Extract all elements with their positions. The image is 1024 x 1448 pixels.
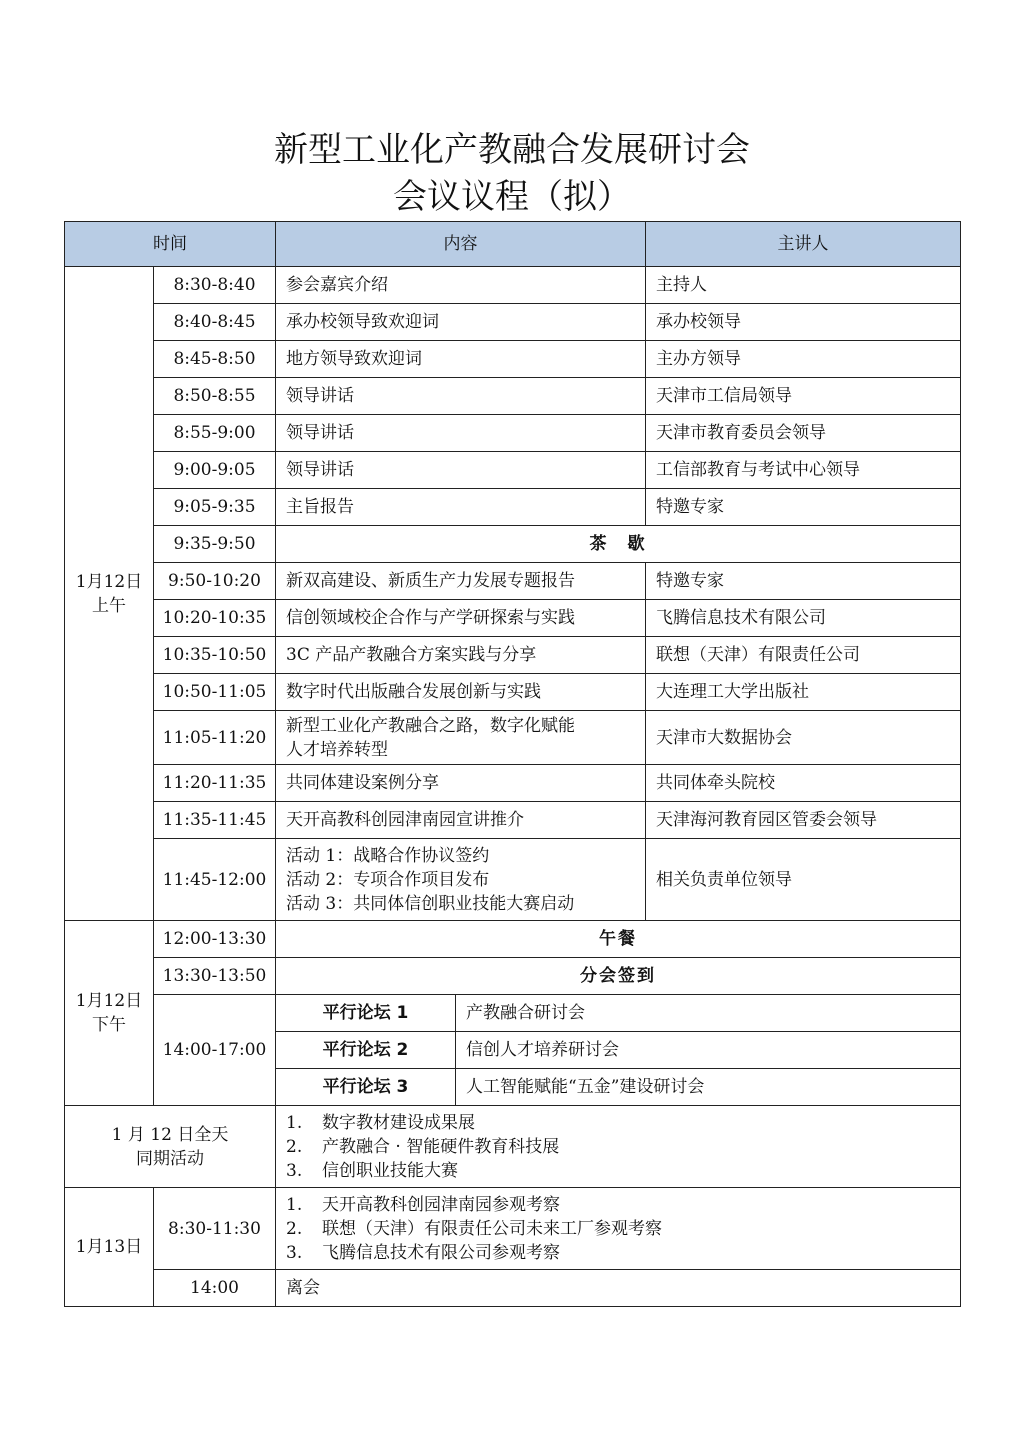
time-cell: 11:35-11:45 [154, 802, 276, 839]
list-item: 3. 飞腾信息技术有限公司参观考察 [286, 1242, 560, 1263]
day-cell-afternoon: 1月12日 下午 [65, 921, 154, 1106]
content-cell: 信创领域校企合作与产学研探索与实践 [276, 600, 646, 637]
activities-list [276, 839, 646, 921]
speaker-cell: 特邀专家 [646, 563, 961, 600]
table-row-visit [65, 1188, 961, 1270]
time-cell: 11:05-11:20 [154, 711, 276, 765]
time-cell: 14:00-17:00 [154, 995, 276, 1106]
time-cell: 9:50-10:20 [154, 563, 276, 600]
time-cell: 11:20-11:35 [154, 765, 276, 802]
page-title: 新型工业化产教融合发展研讨会 [274, 130, 750, 170]
header-time: 时间 [65, 222, 276, 267]
time-cell: 8:30-8:40 [154, 267, 276, 304]
day-cell-13: 1月13日 [65, 1188, 154, 1307]
table-row [65, 452, 961, 489]
allday-list [276, 1106, 961, 1188]
time-cell: 8:55-9:00 [154, 415, 276, 452]
content-cell: 地方领导致欢迎词 [276, 341, 646, 378]
header-content: 内容 [276, 222, 646, 267]
forum-topic: 人工智能赋能“五金”建设研讨会 [456, 1069, 961, 1106]
content-cell: 领导讲话 [276, 378, 646, 415]
time-cell: 8:30-11:30 [154, 1188, 276, 1270]
speaker-cell: 工信部教育与考试中心领导 [646, 452, 961, 489]
table-row-lunch [65, 921, 961, 958]
content-cell: 参会嘉宾介绍 [276, 267, 646, 304]
speaker-cell: 主持人 [646, 267, 961, 304]
forum-name: 平行论坛 2 [276, 1032, 456, 1069]
forum-topic: 信创人才培养研讨会 [456, 1032, 961, 1069]
table-row [65, 637, 961, 674]
table-row [65, 600, 961, 637]
end-label: 离会 [276, 1270, 961, 1307]
content-cell: 3C 产品产教融合方案实践与分享 [276, 637, 646, 674]
day-cell-morning: 1月12日 上午 [65, 267, 154, 921]
page-subtitle: 会议议程（拟） [393, 177, 631, 217]
list-item: 3. 信创职业技能大赛 [286, 1160, 458, 1181]
agenda-table [64, 221, 961, 1307]
content-cell: 数字时代出版融合发展创新与实践 [276, 674, 646, 711]
table-header-row [65, 222, 961, 267]
table-row [65, 765, 961, 802]
table-row-end [65, 1270, 961, 1307]
table-row-break [65, 526, 961, 563]
forum-topic: 产教融合研讨会 [456, 995, 961, 1032]
table-row [65, 802, 961, 839]
speaker-cell: 天津海河教育园区管委会领导 [646, 802, 961, 839]
time-cell: 10:35-10:50 [154, 637, 276, 674]
tea-break-label: 茶 歇 [276, 526, 961, 563]
list-item: 1. 数字教材建设成果展 [286, 1112, 475, 1133]
time-cell: 8:40-8:45 [154, 304, 276, 341]
forum-name: 平行论坛 3 [276, 1069, 456, 1106]
table-row [65, 489, 961, 526]
speaker-cell: 天津市教育委员会领导 [646, 415, 961, 452]
speaker-cell: 飞腾信息技术有限公司 [646, 600, 961, 637]
table-row [65, 563, 961, 600]
time-cell: 8:50-8:55 [154, 378, 276, 415]
content-cell: 承办校领导致欢迎词 [276, 304, 646, 341]
speaker-cell: 特邀专家 [646, 489, 961, 526]
content-cell: 领导讲话 [276, 415, 646, 452]
time-cell: 13:30-13:50 [154, 958, 276, 995]
time-cell: 10:20-10:35 [154, 600, 276, 637]
list-item: 1. 天开高教科创园津南园参观考察 [286, 1194, 560, 1215]
forum-name: 平行论坛 1 [276, 995, 456, 1032]
table-row [65, 711, 961, 765]
table-row-activities [65, 839, 961, 921]
time-cell: 11:45-12:00 [154, 839, 276, 921]
table-row [65, 304, 961, 341]
time-cell: 9:05-9:35 [154, 489, 276, 526]
content-cell: 新型工业化产教融合之路，数字化赋能 人才培养转型 [276, 711, 646, 765]
content-cell: 新双高建设、新质生产力发展专题报告 [276, 563, 646, 600]
time-cell: 10:50-11:05 [154, 674, 276, 711]
speaker-cell: 大连理工大学出版社 [646, 674, 961, 711]
time-cell: 14:00 [154, 1270, 276, 1307]
activity-item: 活动 1：战略合作协议签约 [286, 845, 490, 866]
content-cell: 主旨报告 [276, 489, 646, 526]
table-row [65, 341, 961, 378]
table-row [65, 415, 961, 452]
time-cell: 9:35-9:50 [154, 526, 276, 563]
speaker-cell: 天津市大数据协会 [646, 711, 961, 765]
speaker-cell: 共同体牵头院校 [646, 765, 961, 802]
time-cell: 9:00-9:05 [154, 452, 276, 489]
activity-item: 活动 2：专项合作项目发布 [286, 869, 490, 890]
speaker-cell: 主办方领导 [646, 341, 961, 378]
time-cell: 8:45-8:50 [154, 341, 276, 378]
signin-label: 分会签到 [276, 958, 961, 995]
time-cell: 12:00-13:30 [154, 921, 276, 958]
list-item: 2. 联想（天津）有限责任公司未来工厂参观考察 [286, 1218, 662, 1239]
content-cell: 天开高教科创园津南园宣讲推介 [276, 802, 646, 839]
visit-list [276, 1188, 961, 1270]
speaker-cell: 承办校领导 [646, 304, 961, 341]
content-cell: 共同体建设案例分享 [276, 765, 646, 802]
speaker-cell: 相关负责单位领导 [646, 839, 961, 921]
lunch-label: 午餐 [276, 921, 961, 958]
table-row-allday [65, 1106, 961, 1188]
speaker-cell: 天津市工信局领导 [646, 378, 961, 415]
table-row [65, 674, 961, 711]
speaker-cell: 联想（天津）有限责任公司 [646, 637, 961, 674]
content-cell: 领导讲话 [276, 452, 646, 489]
header-speaker: 主讲人 [646, 222, 961, 267]
table-row [65, 378, 961, 415]
table-row [65, 267, 961, 304]
table-row-forum [65, 995, 961, 1032]
allday-label: 1 月 12 日全天 同期活动 [65, 1106, 276, 1188]
activity-item: 活动 3：共同体信创职业技能大赛启动 [286, 893, 575, 914]
table-row-signin [65, 958, 961, 995]
list-item: 2. 产教融合 · 智能硬件教育科技展 [286, 1136, 560, 1157]
